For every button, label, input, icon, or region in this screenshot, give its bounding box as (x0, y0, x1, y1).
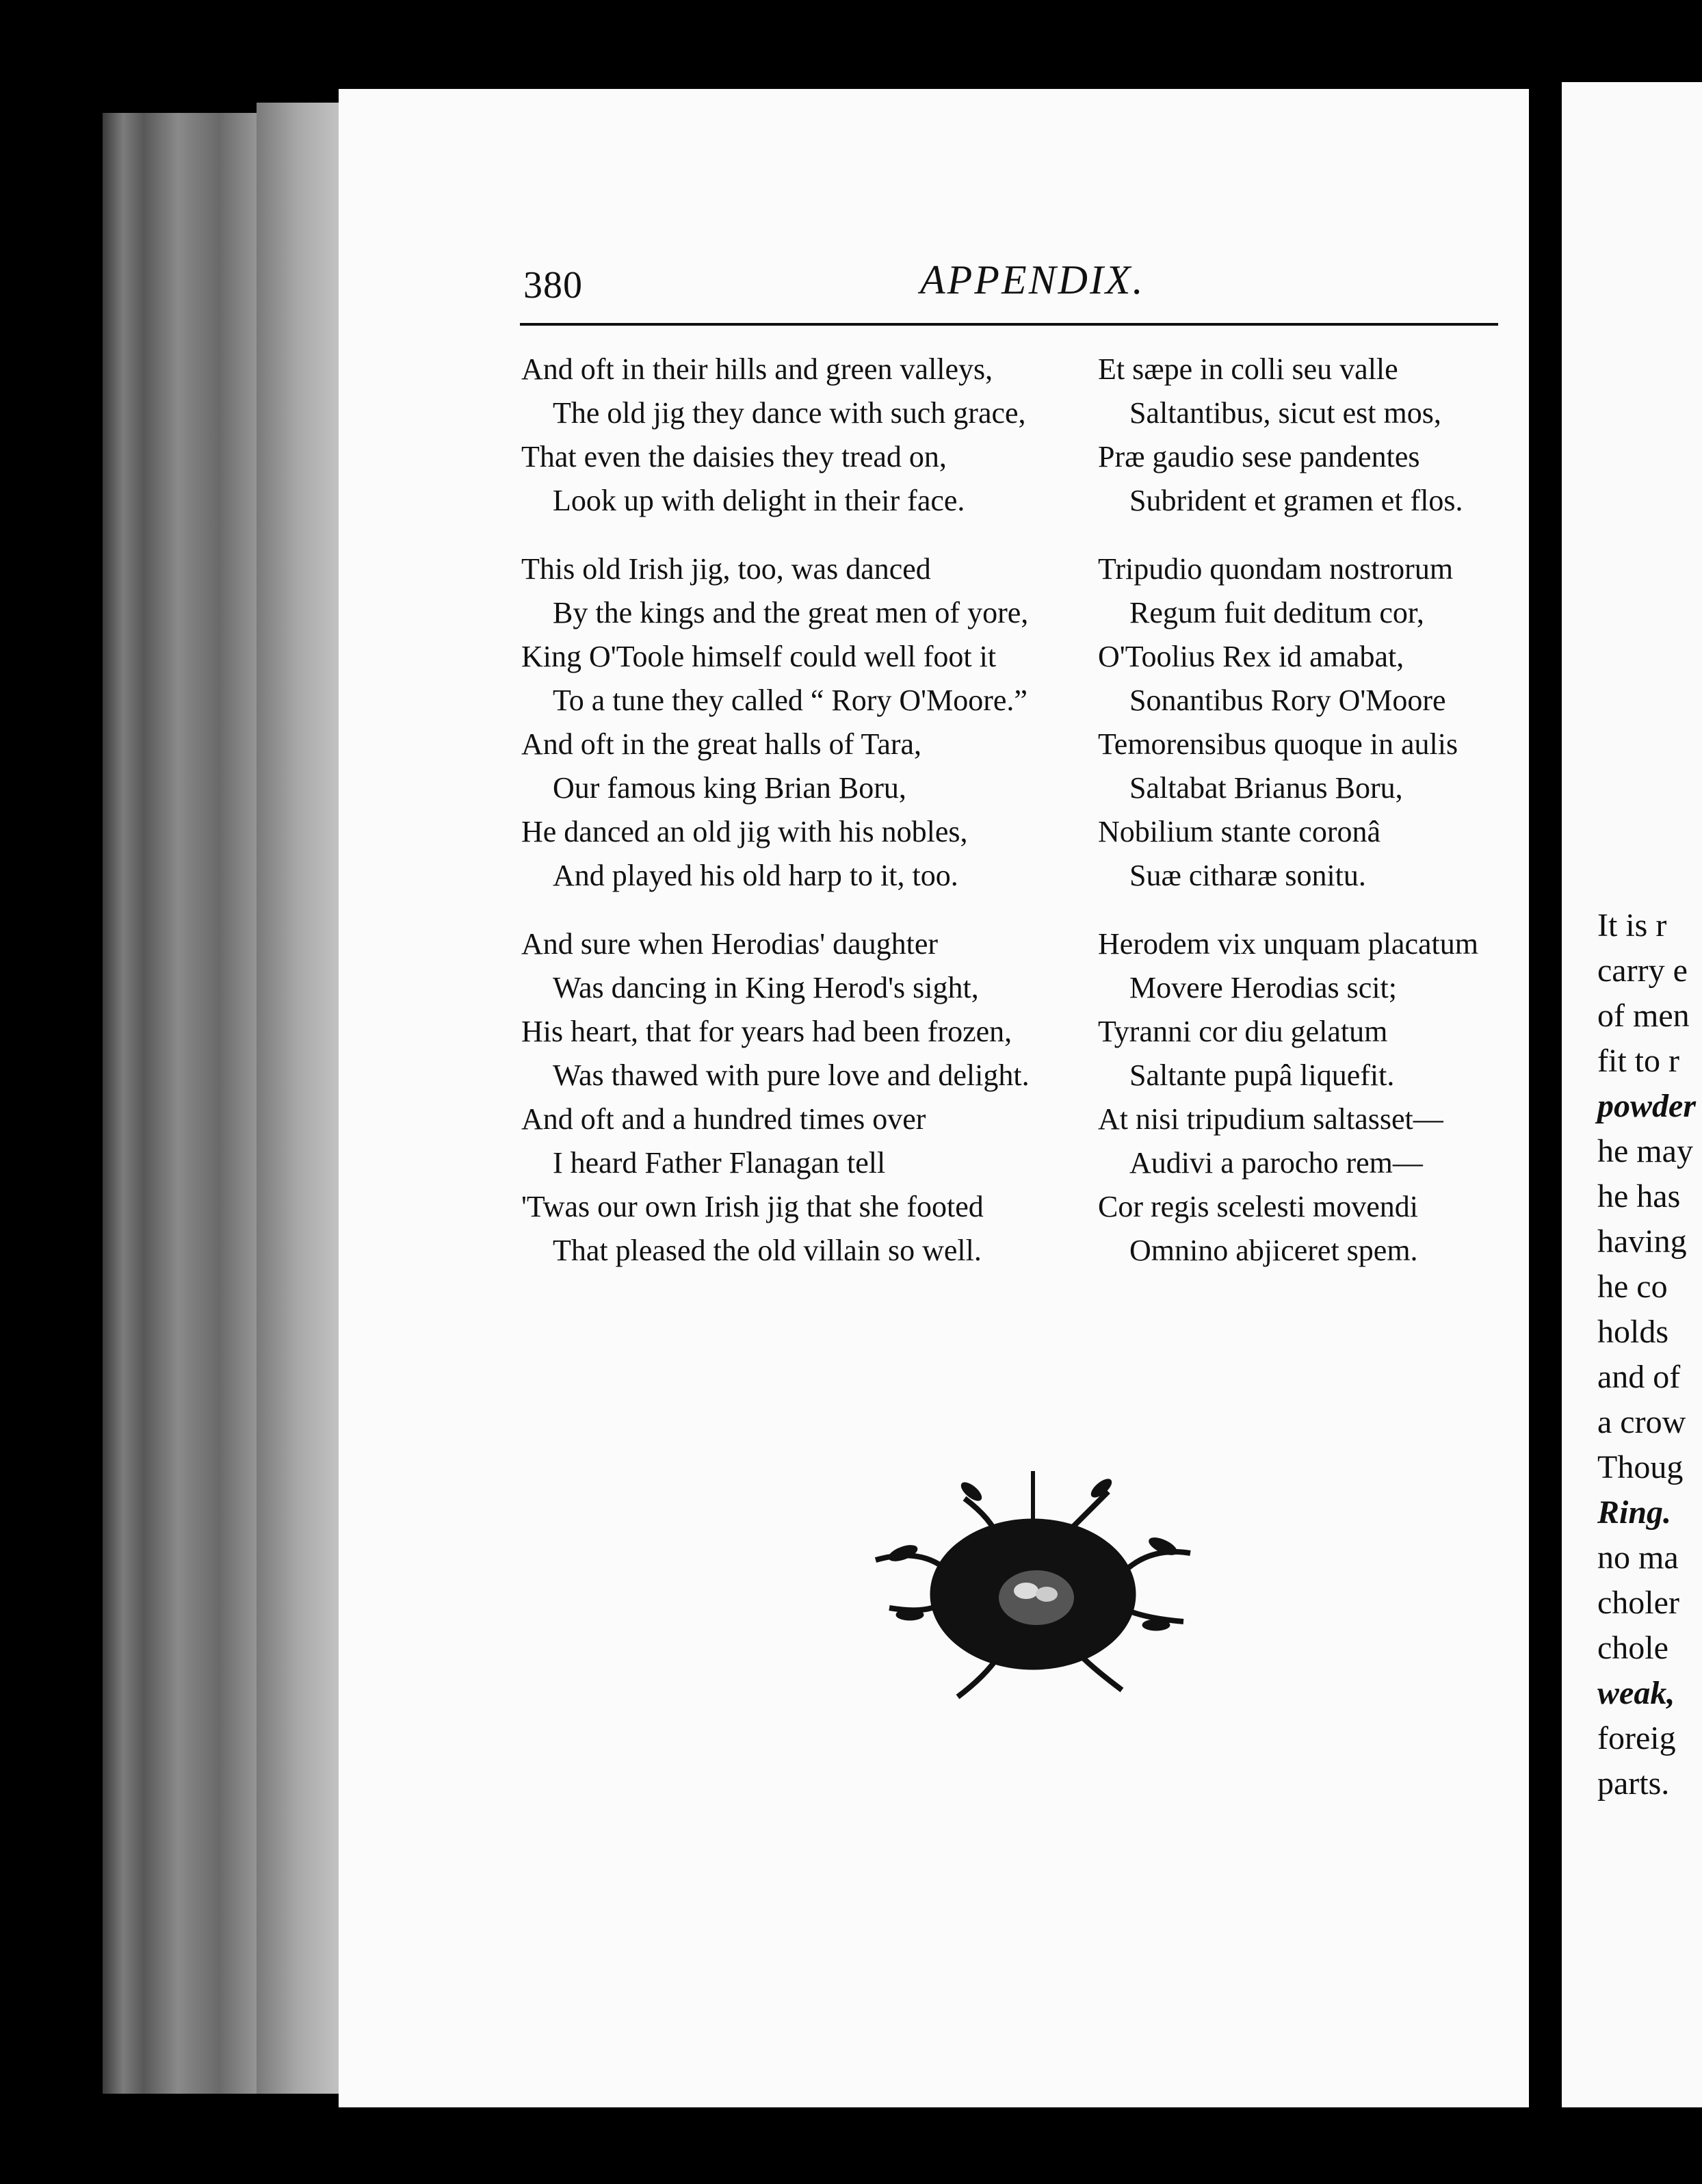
english-verse-line: Look up with delight in their face. (553, 484, 965, 517)
latin-verse-line: Regum fuit deditum cor, (1129, 596, 1424, 629)
english-verse-line: And sure when Herodias' daughter (521, 927, 939, 961)
next-page-line: no ma (1597, 1539, 1679, 1576)
english-verse-line: And played his old harp to it, too. (553, 859, 958, 892)
next-page-line: he has (1597, 1178, 1681, 1214)
english-verse-line: And oft in the great halls of Tara, (521, 727, 922, 761)
next-page-line: a crow (1597, 1404, 1686, 1440)
next-page-line: It is r (1597, 907, 1667, 944)
next-page-line: parts. (1597, 1765, 1670, 1802)
latin-verse-line: Herodem vix unquam placatum (1098, 927, 1478, 961)
english-verse-stanza (521, 348, 1030, 523)
header-rule (520, 323, 1498, 326)
latin-verse-line: Temorensibus quoque in aulis (1098, 727, 1458, 761)
latin-verse-line: Saltante pupâ liquefit. (1129, 1058, 1395, 1092)
english-verse-line: King O'Toole himself could well foot it (521, 640, 997, 673)
latin-verse-line: Tyranni cor diu gelatum (1098, 1015, 1388, 1048)
latin-verse-line: Saltabat Brianus Boru, (1129, 771, 1403, 805)
english-verse-line: Was dancing in King Herod's sight, (553, 971, 979, 1004)
latin-verse-line: Tripudio quondam nostrorum (1098, 552, 1454, 586)
latin-verse-line: Et sæpe in colli seu valle (1098, 352, 1398, 386)
next-page-line: Thoug (1597, 1449, 1684, 1485)
latin-verse-line: Saltantibus, sicut est mos, (1129, 396, 1441, 430)
latin-verse-line: O'Toolius Rex id amabat, (1098, 640, 1404, 673)
running-head: APPENDIX. (920, 257, 1145, 302)
latin-verse-stanza (1098, 922, 1478, 1273)
next-page-line: foreig (1597, 1720, 1676, 1756)
latin-verse-line: Sonantibus Rory O'Moore (1129, 684, 1446, 717)
english-verse-line: Our famous king Brian Boru, (553, 771, 906, 805)
latin-verse-stanza (1098, 547, 1478, 898)
english-verse-line: Was thawed with pure love and delight. (553, 1058, 1030, 1092)
english-verse-line: His heart, that for years had been frozen, (521, 1015, 1012, 1048)
next-page-line: having (1597, 1223, 1687, 1260)
next-page-line: carry e (1597, 952, 1688, 989)
english-verse-line: 'Twas our own Irish jig that she footed (521, 1190, 984, 1223)
next-page-text (1597, 903, 1696, 1806)
next-page-line: of men (1597, 998, 1690, 1034)
english-verse-line: To a tune they called “ Rory O'Moore.” (553, 684, 1027, 717)
latin-verse-line: At nisi tripudium saltasset— (1098, 1102, 1443, 1136)
english-verse-stanza (521, 922, 1030, 1273)
english-verse-line: That pleased the old villain so well. (553, 1234, 982, 1267)
latin-verse-line: Suæ citharæ sonitu. (1129, 859, 1366, 892)
english-verse-line: The old jig they dance with such grace, (553, 396, 1026, 430)
english-verse-line: He danced an old jig with his nobles, (521, 815, 968, 848)
english-verse-line: I heard Father Flanagan tell (553, 1146, 886, 1180)
latin-verse-column (1098, 348, 1478, 1297)
latin-verse-line: Omnino abjiceret spem. (1129, 1234, 1418, 1267)
next-page-line: powder (1597, 1088, 1696, 1124)
english-verse-line: And oft and a hundred times over (521, 1102, 926, 1136)
next-page-line: weak, (1597, 1675, 1675, 1711)
latin-verse-line: Præ gaudio sese pandentes (1098, 440, 1420, 473)
english-verse-line: This old Irish jig, too, was danced (521, 552, 931, 586)
latin-verse-line: Nobilium stante coronâ (1098, 815, 1381, 848)
english-verse-column (521, 348, 1030, 1297)
english-verse-line: That even the daisies they tread on, (521, 440, 947, 473)
latin-verse-stanza (1098, 348, 1478, 523)
bird-nest-vignette-icon (862, 1457, 1204, 1731)
next-page-line: holds (1597, 1314, 1669, 1350)
page-number: 380 (523, 264, 583, 307)
latin-verse-line: Subrident et gramen et flos. (1129, 484, 1463, 517)
next-page-line: and of (1597, 1359, 1681, 1395)
page-edge (257, 103, 339, 2094)
next-page-line: he co (1597, 1269, 1668, 1305)
latin-verse-line: Cor regis scelesti movendi (1098, 1190, 1419, 1223)
english-verse-line: By the kings and the great men of yore, (553, 596, 1029, 629)
latin-verse-line: Movere Herodias scit; (1129, 971, 1397, 1004)
next-page-line: Ring. (1597, 1494, 1672, 1531)
latin-verse-line: Audivi a parocho rem— (1129, 1146, 1423, 1180)
english-verse-line: And oft in their hills and green valleys, (521, 352, 993, 386)
next-page-line: he may (1597, 1133, 1693, 1169)
english-verse-stanza (521, 547, 1030, 898)
next-page-line: fit to r (1597, 1043, 1679, 1079)
next-page-line: chole (1597, 1630, 1668, 1666)
next-page-line: choler (1597, 1585, 1679, 1621)
